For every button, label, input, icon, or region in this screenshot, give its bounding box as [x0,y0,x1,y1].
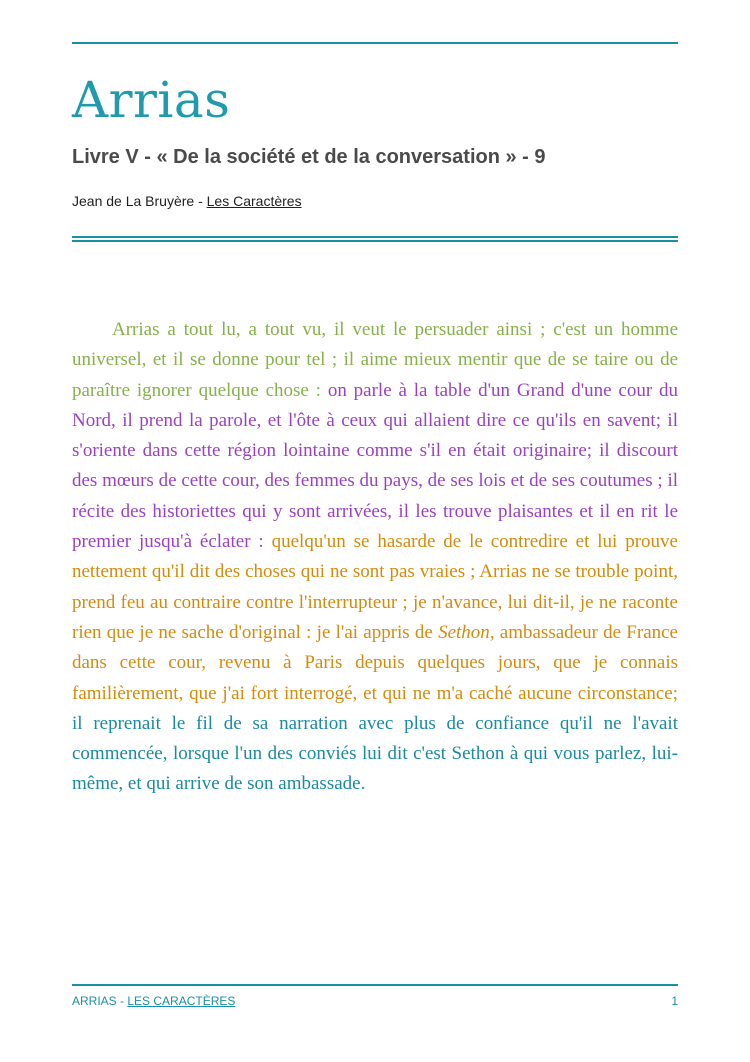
footer-rule [72,984,678,986]
footer-running-title [72,993,235,1009]
footer-title: ARRIAS - [72,994,128,1008]
chapter-subtitle: Livre V - « De la société et de la conversation » - 9 [72,146,546,168]
work-link[interactable]: Les Caractères [206,193,302,209]
text-segment-teal: il reprenait le fil de sa narration avec plus de confiance qu'il ne l'avait commencée, lorsque l'un des conviés lui dit c'est Sethon à qui vous parlez, lui-même, et qui arrive de son ambassade. [72,712,678,795]
body-paragraph [72,315,678,800]
header-double-rule [72,236,678,242]
text-segment-green: Arrias a tout lu, a tout vu, il veut le persuader ainsi ; c'est un homme universel, et il se donne pour tel ; il aime mieux mentir que de se taire ou de paraître ignorer quelque chose : [72,319,678,401]
page-title: Arrias [72,71,231,129]
byline [72,192,302,210]
author-name: Jean de La Bruyère - [72,193,207,209]
text-segment-orange-continued: , ambassadeur de France dans cette cour, revenu à Paris depuis quelques jours, que je connais familièrement, que j'ai fort interrogé, et qui ne m'a caché aucune circonstance; [72,621,678,704]
text-segment-purple: on parle à la table d'un Grand d'une cour du Nord, il prend la parole, et l'ôte à ceux qui allaient dire ce qu'ils en savent; il s'oriente dans cette région lointaine comme s'il en était originaire; il discourt des mœurs de cette cour, des femmes du pays, de ses lois et de ses coutumes ; il récite des historiettes qui y sont arrivées, il les trouve plaisantes et il en rit le premier jusqu'à éclater : [72,379,679,553]
text-segment-orange-italic: Sethon [438,621,490,643]
page-number: 1 [671,994,678,1008]
text-segment-orange: quelqu'un se hasarde de le contredire et lui prouve nettement qu'il dit des choses qui ne sont pas vraies ; Arrias ne se trouble point, prend feu au contraire contre l'interrupteur ; je n'avance, lui dit-il, je ne raconte rien que je ne sache d'original : je l'ai appris de [72,531,678,643]
footer-work-link[interactable]: LES CARACTÈRES [127,994,236,1008]
top-rule [72,42,678,44]
